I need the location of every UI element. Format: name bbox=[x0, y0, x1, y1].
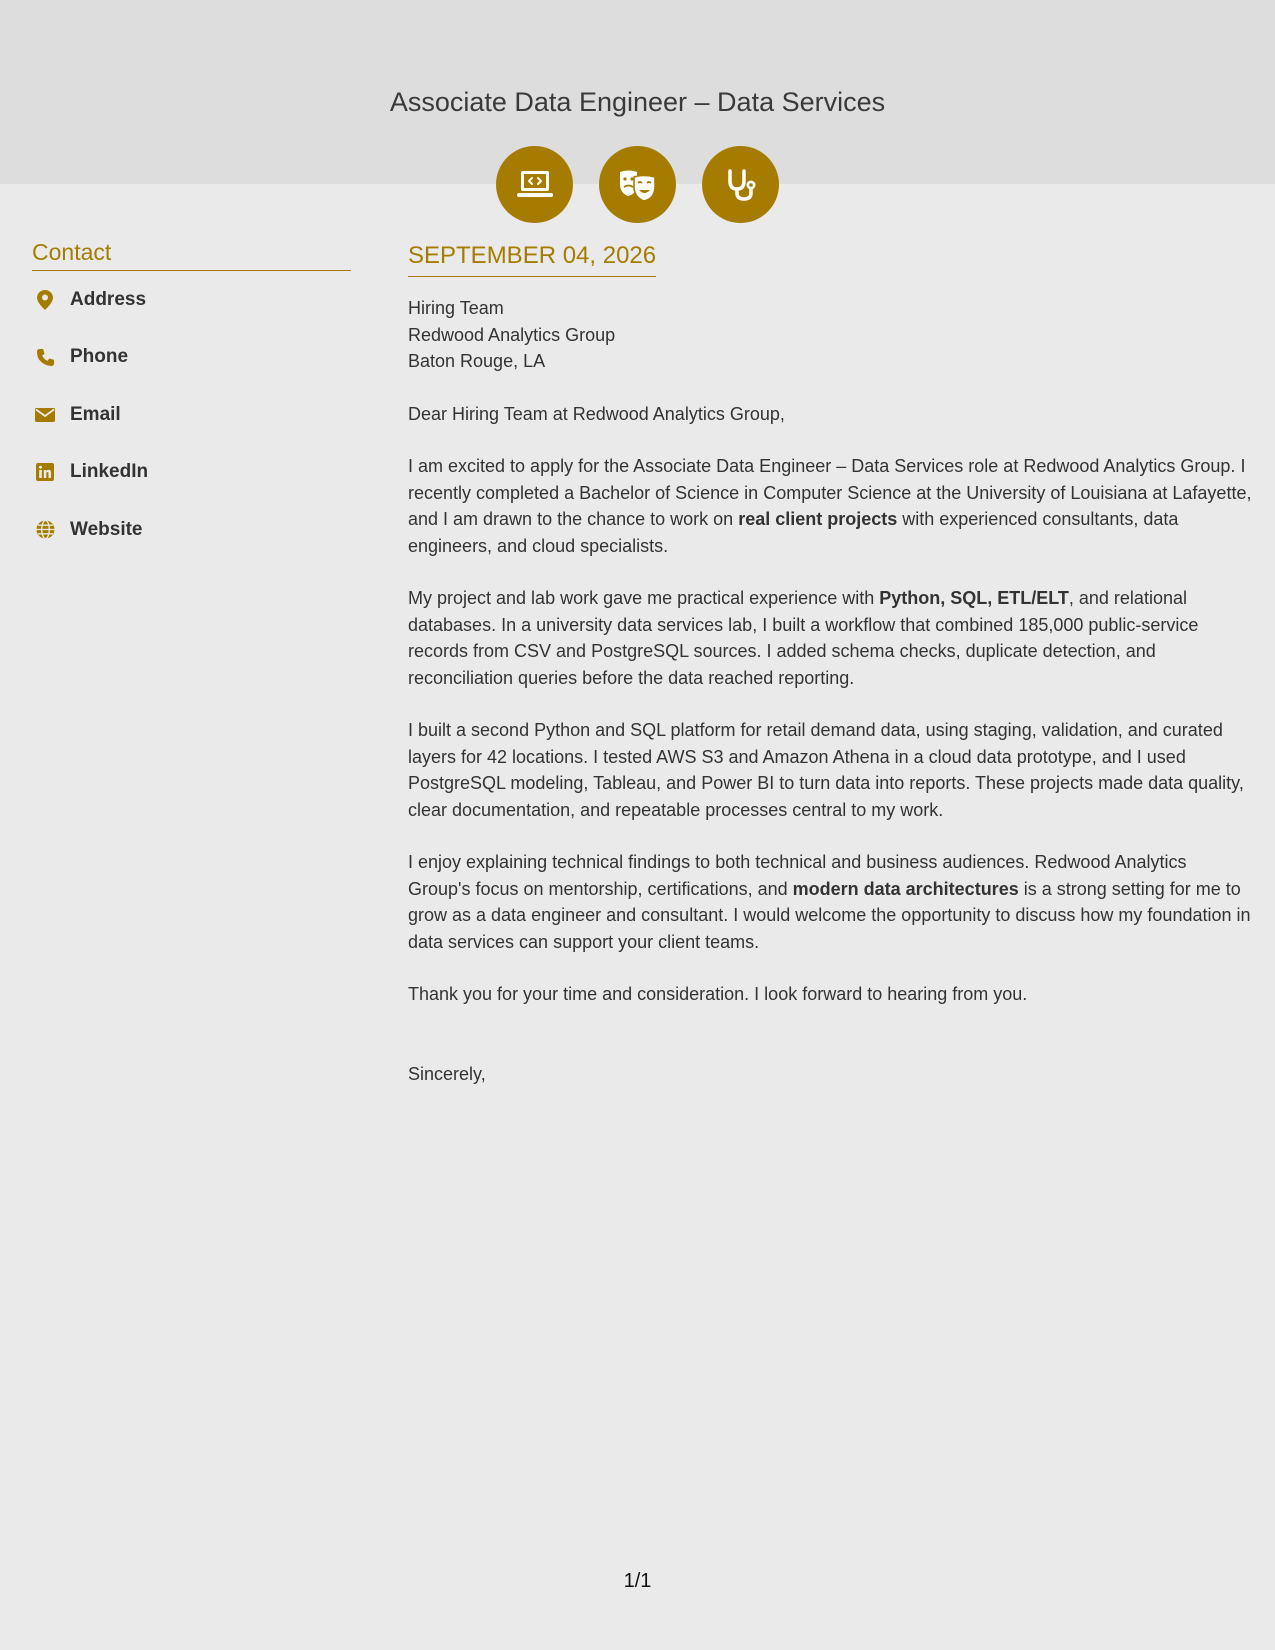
contact-label-website: Website bbox=[70, 518, 143, 540]
recipient-name: Hiring Team bbox=[408, 298, 504, 318]
paragraph-2-text-a: My project and lab work gave me practical experience with bbox=[408, 588, 880, 608]
paragraph-5: Thank you for your time and consideration. I look forward to hearing from you. bbox=[408, 984, 1028, 1004]
paragraph-1 bbox=[408, 453, 1253, 559]
paragraph-3: I built a second Python and SQL platform for retail demand data, using staging, validation, and curated layers for 42 locations. I tested AWS S3 and Amazon Athena in a cloud data prototype, and I used PostgreSQL modeling, Tableau, and Power BI to turn data into reports. These projects made data quality, clear documentation, and repeatable processes central to my work. bbox=[408, 720, 1244, 820]
page-number: 1/1 bbox=[623, 1570, 652, 1592]
contact-heading: Contact bbox=[32, 236, 351, 271]
contact-item-email[interactable] bbox=[32, 386, 351, 444]
stethoscope-icon bbox=[702, 146, 779, 223]
recipient-block bbox=[408, 295, 1253, 375]
laptop-code-icon bbox=[496, 146, 573, 223]
contact-label-address: Address bbox=[70, 288, 147, 310]
header-icon-row bbox=[0, 146, 1275, 223]
paragraph-2-text-c: , and relational databases. In a university data services lab, I built a workflow that combined 185,000 public-service records from CSV and PostgreSQL sources. I added schema checks, duplicate detection, and reconciliation queries before the data reached reporting. bbox=[408, 588, 1199, 688]
paragraph-4-text-a: I enjoy explaining technical findings to both technical and business audiences. Redwood Analytics Group's focus on mentorship, certifications, and bbox=[408, 852, 1187, 899]
letter-date: SEPTEMBER 04, 2026 bbox=[408, 238, 656, 277]
paragraph-4 bbox=[408, 849, 1253, 955]
paragraph-2-emphasis: Python, SQL, ETL/ELT bbox=[879, 588, 1069, 608]
contact-label-linkedin: LinkedIn bbox=[70, 461, 149, 483]
recipient-company: Redwood Analytics Group bbox=[408, 324, 616, 345]
contact-label-email: Email bbox=[70, 403, 121, 425]
recipient-location: Baton Rouge, LA bbox=[408, 351, 546, 371]
sidebar bbox=[32, 236, 351, 559]
letter-body bbox=[408, 238, 1253, 1087]
salutation: Dear Hiring Team at Redwood Analytics Group, bbox=[408, 403, 785, 424]
paragraph-1-text-a: I am excited to apply for the Associate Data Engineer – Data Services role at Redwood Analytics Group. I recently completed a Bachelor of Science in Computer Science at the University of Louisiana at Lafayette, and I am drawn to the chance to work on bbox=[408, 456, 1252, 529]
contact-item-phone[interactable] bbox=[32, 329, 351, 387]
globe-icon bbox=[34, 519, 56, 541]
envelope-icon bbox=[34, 404, 56, 426]
closing: Sincerely, bbox=[408, 1063, 486, 1084]
map-pin-icon bbox=[34, 289, 56, 311]
theater-masks-icon bbox=[599, 146, 676, 223]
contact-list bbox=[32, 271, 351, 559]
paragraph-1-text-c: with experienced consultants, data engineers, and cloud specialists. bbox=[408, 509, 1179, 556]
linkedin-icon bbox=[34, 461, 56, 483]
contact-label-phone: Phone bbox=[70, 346, 129, 368]
paragraph-4-emphasis: modern data architectures bbox=[792, 878, 1019, 899]
contact-item-address[interactable] bbox=[32, 271, 351, 329]
job-title: Associate Data Engineer – Data Services bbox=[389, 87, 886, 117]
contact-item-website[interactable] bbox=[32, 501, 351, 559]
paragraph-4-text-c: is a strong setting for me to grow as a data engineer and consultant. I would welcome the opportunity to discuss how my foundation in data services can support your client teams. bbox=[408, 878, 1251, 952]
paragraph-2 bbox=[408, 585, 1253, 691]
contact-item-linkedin[interactable] bbox=[32, 444, 351, 502]
phone-icon bbox=[34, 346, 56, 368]
paragraph-1-emphasis: real client projects bbox=[738, 509, 898, 529]
